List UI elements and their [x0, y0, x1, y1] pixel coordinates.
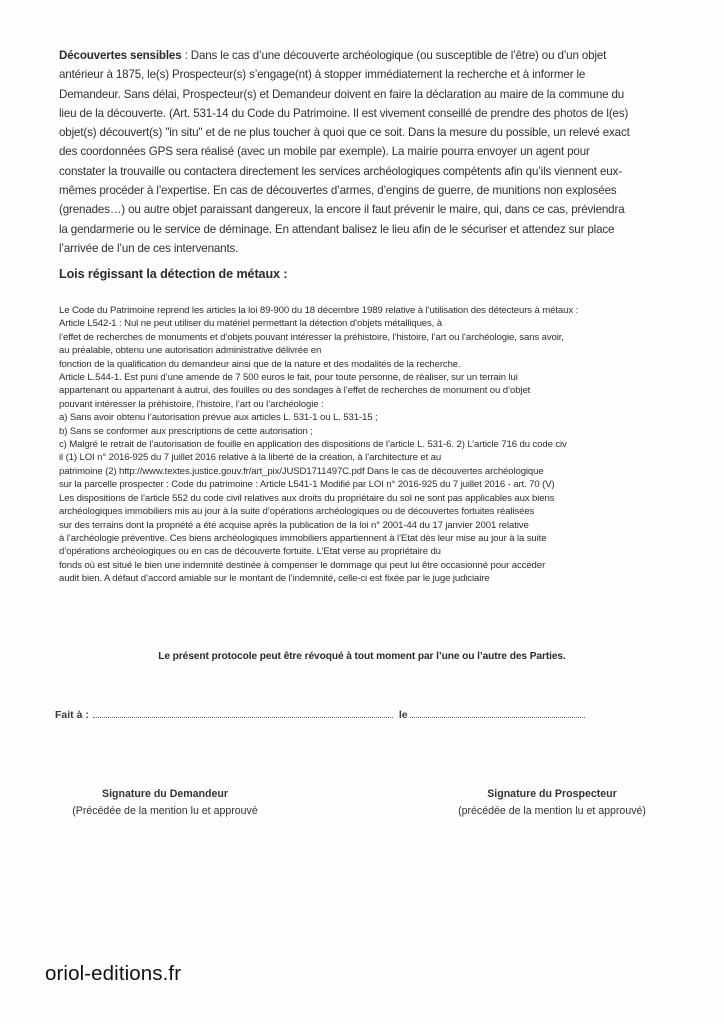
law-line: fonds où est situé le bien une indemnité destinée à compenser le dommage qui peut lui être occasionné pour accéder	[59, 559, 546, 571]
law-line: il (1) LOI n° 2016-925 du 7 juillet 2016 relative à la liberté de la création, à l’architecture et au	[59, 452, 442, 464]
place-date-row	[55, 708, 585, 721]
paragraph-line: mêmes procéder à l’expertise. En cas de découvertes d’armes, d’engins de guerre, de munitions non explosées	[59, 184, 617, 198]
law-line: Article L.544-1. Est puni d’une amende de 7 500 euros le fait, pour toute personne, de réaliser, sur un terrain lui	[59, 372, 518, 384]
date-label: le	[398, 709, 408, 721]
law-line: fonction de la qualification du demandeur ainsi que de la nature et des modalités de la recherche.	[59, 358, 461, 370]
place-field[interactable]	[93, 708, 393, 718]
paragraph-line: Découvertes sensibles : Dans le cas d’une découverte archéologique (ou susceptible de l’être) ou d’un objet	[59, 49, 607, 62]
law-line: pouvant intéresser la préhistoire, l’histoire, l’art ou l’archéologie :	[59, 398, 324, 410]
sensitive-discoveries-heading: Découvertes sensibles	[59, 49, 182, 62]
sensitive-discoveries-paragraph	[59, 46, 689, 258]
paragraph-line: l’arrivée de l’un de ces intervenants.	[59, 241, 239, 255]
law-line: l’effet de recherches de monuments et d’objets pouvant intéresser la préhistoire, l’histoire, l’art ou l’archéologie, sans avoir,	[59, 331, 564, 343]
law-line: à l’archéologie préventive. Ces biens archéologiques immobiliers appartiennent à l’Etat dès leur mise au jour à la suite	[59, 532, 547, 544]
paragraph-line: constater la trouvaille ou contactera directement les services archéologiques compétents afin qu’ils viennent eux-	[59, 164, 622, 178]
paragraph-line: Demandeur. Sans délai, Prospecteur(s) et Demandeur doivent en faire la déclaration au maire de la commune du	[59, 87, 625, 101]
law-line: d’opérations archéologiques ou en cas de découverte fortuite. L’Etat verse au propriétaire du	[59, 546, 441, 558]
paragraph-line: la gendarmerie ou le service de déminage. En attendant balisez le lieu afin de le sécuriser et attendez sur place	[59, 222, 615, 236]
revocation-notice: Le présent protocole peut être révoqué à tout moment par l’une ou l’autre des Parties.	[158, 651, 566, 662]
signature-demandeur[interactable]	[40, 786, 290, 820]
paragraph-line: (grenades…) ou autre objet paraissant dangereux, la encore il faut prévenir le maire, qui, dans ce cas, préviendra	[59, 203, 625, 217]
law-line: Les dispositions de l’article 552 du code civil relatives aux droits du propriétaire du sol ne sont pas applicables aux biens	[59, 492, 555, 504]
law-line: sur des terrains dont la propriété a été acquise après la publication de la loi n° 2001-44 du 17 janvier 2001 relative	[59, 519, 529, 531]
signature-prospecteur-title: Signature du Prospecteur	[487, 788, 617, 800]
law-line: appartenant ou appartenant à autrui, des fouilles ou des sondages à l’effet de recherches de monument ou d’objet	[59, 385, 531, 397]
signature-demandeur-title: Signature du Demandeur	[102, 788, 228, 800]
signature-demandeur-note: (Précédée de la mention lu et approuvé	[72, 805, 258, 817]
law-line: a) Sans avoir obtenu l’autorisation prévue aux articles L. 531-1 ou L. 531-15 ;	[59, 412, 378, 424]
metal-detection-laws-heading: Lois régissant la détection de métaux :	[59, 267, 288, 281]
place-label: Fait à :	[55, 709, 89, 721]
paragraph-line: lieu de la découverte. (Art. 531-14 du Code du Patrimoine. Il est vivement conseillé de prendre des photos de l(es)	[59, 106, 629, 120]
signature-prospecteur[interactable]	[432, 786, 672, 820]
law-line: au préalable, obtenu une autorisation administrative délivrée en	[59, 345, 322, 357]
law-line: c) Malgré le retrait de l’autorisation de fouille en application des dispositions de l’article L. 531-6. 2) L’article 716 du code civ	[59, 439, 567, 451]
law-line: audit bien. A défaut d’accord amiable sur le montant de l’indemnité, celle-ci est fixée par le juge judiciaire	[59, 573, 490, 585]
law-line: archéologiques immobiliers mis au jour à la suite d’opérations archéologiques ou de découvertes fortuites réalisées	[59, 506, 535, 518]
law-line: sur la parcelle prospecter : Code du patrimoine : Article L541-1 Modifié par LOI n° 2016-925 du 7 juillet 2016 - art. 70 (V)	[59, 479, 555, 491]
paragraph-line: objet(s) découvert(s) "in situ" et de ne plus toucher à quoi que ce soit. Dans la mesure du possible, un relevé exact	[59, 126, 630, 140]
law-line: patrimoine (2) http://www.textes.justice.gouv.fr/art_pix/JUSD1711497C.pdf Dans le cas de découvertes archéologique	[59, 465, 544, 477]
signature-prospecteur-note: (précédée de la mention lu et approuvé)	[458, 805, 646, 817]
paragraph-line: antérieur à 1875, le(s) Prospecteur(s) s’engage(nt) à stopper immédiatement la recherche et à informer le	[59, 68, 586, 82]
footer-brand-watermark: oriol-editions.fr	[45, 962, 182, 985]
law-line: Le Code du Patrimoine reprend les articles la loi 89-900 du 18 décembre 1989 relative à l’utilisation des détecteurs à métaux :	[59, 305, 579, 316]
law-line: Article L542-1 : Nul ne peut utiliser du matériel permettant la détection d’objets métalliques, à	[59, 318, 442, 330]
metal-detection-laws-text	[59, 304, 689, 586]
paragraph-line: des coordonnées GPS sera réalisé (avec un mobile par exemple). La mairie pourra envoyer un agent pour	[59, 145, 590, 159]
date-field[interactable]	[410, 708, 585, 718]
law-line: b) Sans se conformer aux prescriptions de cette autorisation ;	[59, 425, 313, 437]
